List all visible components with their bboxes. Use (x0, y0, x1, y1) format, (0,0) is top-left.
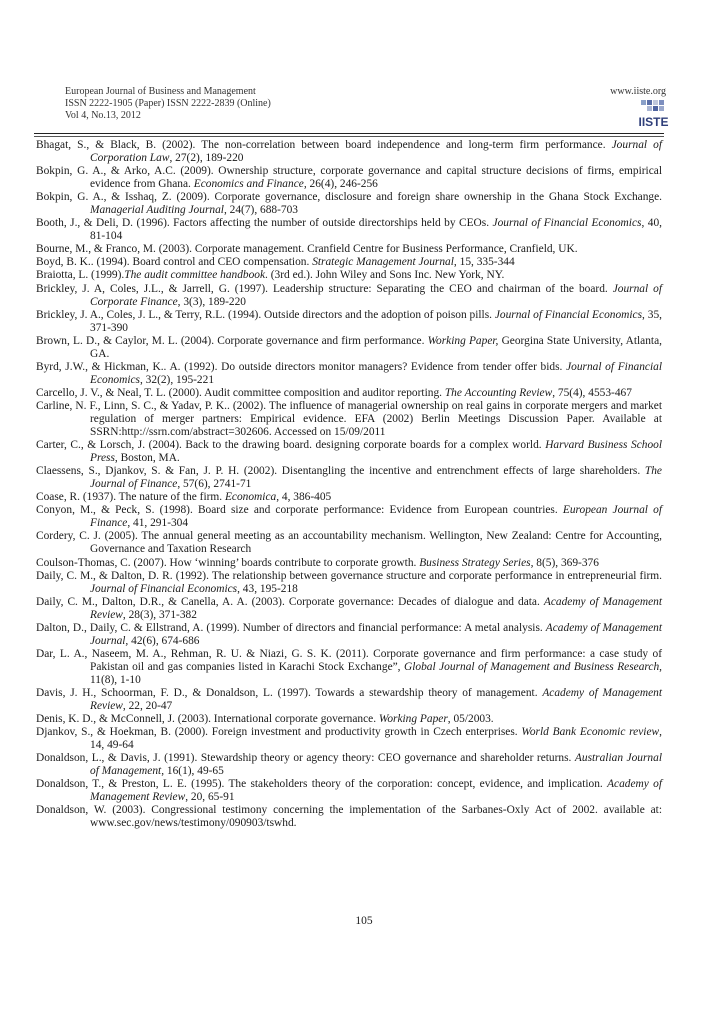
reference-text: Cordery, C. J. (2005). The annual general meeting as an accountability mechanism. Wellington, New Zealand: Centre for Accounting, Governance and Taxation Research (36, 530, 662, 556)
reference-entry (36, 570, 662, 596)
reference-text: Bokpin, G. A., & Isshaq, Z. (2009). Corporate governance, disclosure and foreign share ownership in the Ghana Stock Exchange. (36, 191, 662, 204)
reference-text: Braiotta, L. (1999). (36, 269, 125, 282)
reference-entry (36, 465, 662, 491)
reference-text: Brickley, J. A, Coles, J.L., & Jarrell, G. (1997). Leadership structure: Separating the CEO and chairman of the board. (36, 282, 613, 295)
reference-source: Economica (224, 491, 277, 504)
reference-source: Business Strategy Series, (419, 556, 534, 569)
journal-website: www.iiste.org (610, 86, 666, 97)
reference-text: Dalton, D., Daily, C. & Ellstrand, A. (1999). Number of directors and financial performance: A metal analysis. (36, 621, 546, 634)
reference-entry (36, 400, 662, 439)
reference-details: 42(6), 674-686 (128, 634, 200, 647)
reference-details: , 27(2), 189-220 (169, 152, 244, 165)
reference-entry (36, 361, 662, 387)
reference-details: , 75(4), 4553-467 (552, 386, 632, 399)
reference-entry (36, 778, 662, 804)
reference-source: European Journal of Finance (90, 504, 662, 530)
reference-entry (36, 269, 662, 282)
reference-source: Working Paper, (427, 334, 499, 347)
reference-source: World Bank Economic review (521, 726, 660, 739)
reference-source: Managerial Auditing Journal (90, 204, 224, 217)
reference-details: , 15, 335-344 (453, 256, 515, 269)
running-header (65, 86, 665, 122)
issn-line: ISSN 2222-1905 (Paper) ISSN 2222-2839 (Online) (65, 98, 271, 109)
reference-source: Global Journal of Management and Business Research (404, 660, 660, 673)
reference-text: Bourne, M., & Franco, M. (2003). Corporate management. Cranfield Centre for Business Performance, Cranfield, UK. (36, 243, 578, 256)
reference-text: Boyd, B. K.. (1994). Board control and CEO compensation. (36, 256, 313, 269)
reference-list (36, 139, 662, 830)
reference-details: , 14, 49-64 (90, 726, 662, 752)
reference-text: Conyon, M., & Peck, S. (1998). Board size and corporate performance: Evidence from European countries. (36, 504, 563, 517)
reference-text: Byrd, J.W., & Hickman, K.. A. (1992). Do outside directors monitor managers? Evidence from tender offer bids. (36, 360, 567, 373)
reference-entry (36, 596, 662, 622)
reference-text: Davis, J. H., Schoorman, F. D., & Donaldson, L. (1997). Towards a stewardship theory of management. (36, 686, 543, 699)
reference-text: Coulson-Thomas, C. (2007). How ‘winning’ boards contribute to corporate growth. (36, 556, 420, 569)
reference-text: Carcello, J. V., & Neal, T. L. (2000). Audit committee composition and auditor reporting. (36, 386, 445, 399)
reference-source: Australian Journal of Management (90, 752, 662, 778)
reference-source: Academy of Management Review (90, 595, 662, 621)
reference-details: , 41, 291-304 (127, 517, 189, 530)
reference-source: Academy of Management Review (90, 778, 663, 804)
reference-source: Harvard Business School Press (90, 439, 663, 465)
reference-text: Djankov, S., & Hoekman, B. (2000). Foreign investment and productivity growth in Czech enterprises. (36, 726, 522, 739)
journal-name: European Journal of Business and Management (65, 86, 256, 97)
reference-text: Dar, L. A., Naseem, M. A., Rehman, R. U. & Niazi, G. S. K. (2011). Corporate governance and firm performance: a case study of Pakistan oil and gas companies listed in Karachi Stock Exchange”, (36, 647, 662, 673)
reference-text: Claessens, S., Djankov, S. & Fan, J. P. H. (2002). Disentangling the incentive and entrenchment effects of large shareholders. (36, 465, 645, 478)
reference-details: 8(5), 369-376 (533, 556, 599, 569)
reference-text: Booth, J., & Deli, D. (1996). Factors affecting the number of outside directorships held by CEOs. (36, 217, 493, 230)
reference-entry (36, 622, 662, 648)
reference-text: Brown, L. D., & Caylor, M. L. (2004). Corporate governance and firm performance. (36, 334, 428, 347)
reference-details: , 3(3), 189-220 (177, 295, 246, 308)
header-rule (34, 133, 664, 134)
iiste-logo (637, 99, 670, 129)
reference-entry (36, 530, 662, 556)
reference-text: Bhagat, S., & Black, B. (2002). The non-correlation between board independence and long-term firm performance. (36, 139, 612, 151)
reference-text: Carline, N. F., Linn, S. C., & Yadav, P. K.. (2002). The influence of managerial ownership on real gains in corporate mergers and market regulation of merger partners: Empirical evidence. EFA (2002) Berlin Meetings Discussion Paper. Available at SSRN:http://ssrn.com/abstract=302606. Accessed on 15/09/2011 (36, 399, 662, 439)
reference-entry (36, 491, 662, 504)
reference-entry (36, 191, 662, 217)
reference-source: Academy of Management Journal, (90, 621, 663, 647)
reference-entry (36, 648, 662, 687)
reference-source: Academy of Management Review (90, 686, 663, 713)
reference-details: , 43, 195-218 (237, 582, 298, 595)
reference-text: Coase, R. (1937). The nature of the firm. (36, 491, 225, 504)
reference-source: Journal of Financial Economics (494, 308, 643, 321)
reference-entry (36, 439, 662, 465)
reference-entry (36, 726, 662, 752)
reference-details: , 16(1), 49-65 (161, 765, 224, 778)
reference-details: , 40, 81-104 (90, 217, 662, 243)
reference-details: , 24(7), 688-703 (223, 204, 298, 217)
reference-entry (36, 243, 662, 256)
reference-source: Journal of Financial Economics (492, 217, 642, 230)
reference-entry (36, 165, 662, 191)
reference-entry (36, 557, 662, 570)
reference-source: Journal of Corporate Finance (90, 282, 662, 308)
reference-entry (36, 217, 662, 243)
reference-details: , 05/2003. (447, 713, 494, 726)
reference-details: 26(4), 246-256 (306, 178, 378, 191)
reference-text: Daily, C. M., & Dalton, D. R. (1992). The relationship between governance structure and corporate performance in entrepreneurial firm. (36, 569, 662, 582)
reference-details: , 4, 386-405 (276, 491, 332, 504)
reference-entry (36, 713, 662, 726)
reference-details: , 22, 20-47 (122, 700, 173, 713)
logo-wordmark: IISTE (638, 115, 669, 129)
reference-details: , Boston, MA. (114, 452, 180, 465)
reference-details: , 35, 371-390 (90, 308, 662, 334)
reference-entry (36, 283, 662, 309)
reference-source: Journal of Financial Economics (90, 360, 663, 386)
reference-source: The Accounting Review (444, 386, 553, 399)
reference-details: , 57(6), 2741-71 (177, 478, 252, 491)
header-rule-thin (34, 136, 664, 137)
reference-entry (36, 256, 662, 269)
reference-entry (36, 139, 662, 165)
reference-source: Journal of Financial Economics (90, 582, 238, 595)
reference-details: , 28(3), 371-382 (122, 608, 197, 621)
page-number: 105 (355, 915, 373, 927)
reference-text: Denis, K. D., & McConnell, J. (2003). International corporate governance. (36, 713, 379, 726)
reference-source: Strategic Management Journal (312, 256, 454, 269)
reference-text: Donaldson, T., & Preston, L. E. (1995). The stakeholders theory of the corporation: concept, evidence, and implication. (36, 778, 608, 791)
reference-entry (36, 387, 662, 400)
reference-entry (36, 687, 662, 713)
reference-details: Georgina State University, Atlanta, GA. (90, 334, 662, 360)
reference-details: , 32(2), 195-221 (139, 373, 215, 386)
reference-text: Bokpin, G. A., & Arko, A.C. (2009). Ownership structure, corporate governance and capital structure decisions of firms, empirical evidence from Ghana. (36, 165, 662, 191)
reference-entry (36, 752, 662, 778)
volume-line: Vol 4, No.13, 2012 (65, 110, 141, 121)
reference-entry (36, 335, 662, 361)
reference-source: The audit committee handbook (124, 269, 266, 282)
reference-details: . (3rd ed.). John Wiley and Sons Inc. New York, NY. (265, 269, 505, 282)
reference-details: , 20, 65-91 (185, 791, 235, 804)
reference-details: , 11(8), 1-10 (90, 660, 663, 686)
reference-source: Economics and Finance, (193, 178, 307, 191)
reference-entry (36, 504, 662, 530)
reference-text: Carter, C., & Lorsch, J. (2004). Back to the drawing board. designing corporate boards for a complex world. (36, 439, 546, 452)
reference-source: Working Paper (378, 713, 448, 726)
reference-entry (36, 804, 662, 830)
reference-text: Daily, C. M., Dalton, D.R., & Canella, A. A. (2003). Corporate governance: Decades of dialogue and data. (36, 595, 544, 608)
reference-text: Brickley, J. A., Coles, J. L., & Terry, R.L. (1994). Outside directors and the adoption of poison pills. (36, 308, 495, 321)
reference-source: The Journal of Finance (90, 465, 662, 491)
reference-source: Journal of Corporation Law (90, 139, 662, 165)
reference-entry (36, 309, 662, 335)
reference-text: Donaldson, L., & Davis, J. (1991). Stewardship theory or agency theory: CEO governance and shareholder returns. (36, 752, 575, 765)
reference-text: Donaldson, W. (2003). Congressional testimony concerning the implementation of the Sarbanes-Oxly Act of 2002. available at: www.sec.gov/news/testimony/090903/tswhd. (36, 804, 662, 830)
